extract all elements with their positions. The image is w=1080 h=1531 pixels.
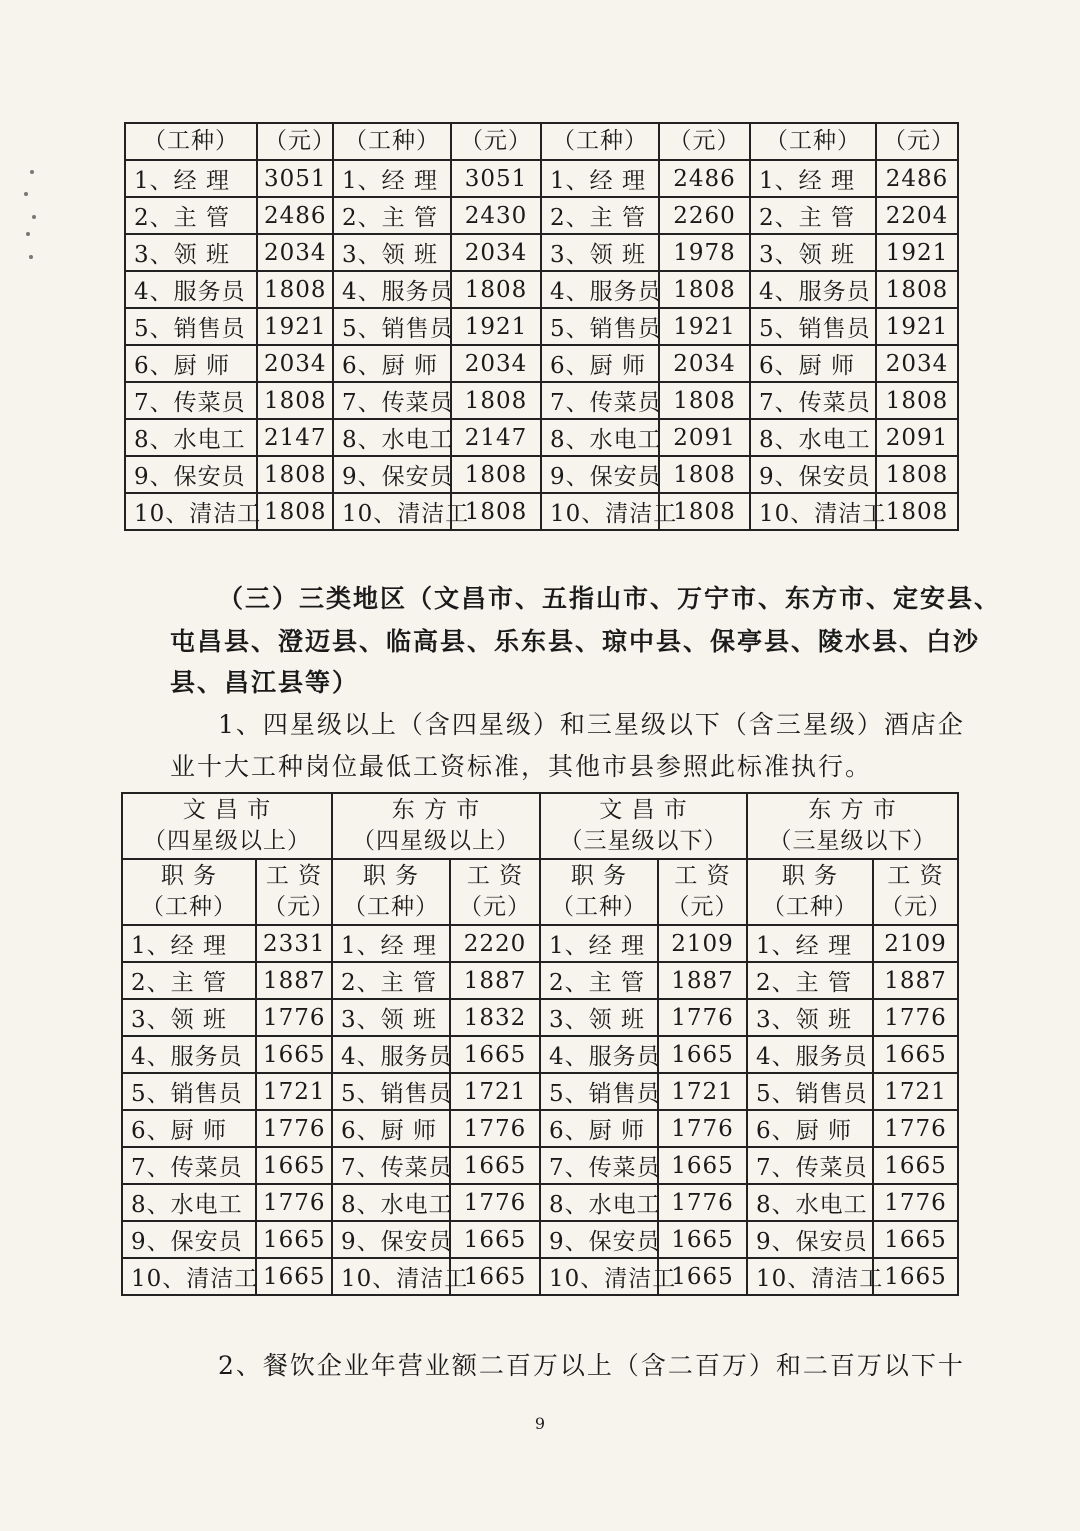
job-cell: 1、经 理: [750, 160, 876, 197]
wage-cell: 1665: [256, 1036, 332, 1073]
wage-table-continued: [124, 122, 959, 531]
wage-cell: 1776: [256, 1184, 332, 1221]
job-cell: 1、经 理: [125, 160, 257, 197]
group-grade: （三星级以下）: [768, 828, 937, 854]
wage-cell: 1776: [873, 1184, 958, 1221]
job-cell: 10、清洁工: [332, 1258, 450, 1295]
job-cell: 2、主 管: [125, 197, 257, 234]
job-cell: 8、水电工: [541, 419, 659, 456]
job-cell: 8、水电工: [750, 419, 876, 456]
job-column-header: [122, 859, 256, 925]
job-cell: 8、水电工: [122, 1184, 256, 1221]
wage-cell: 1665: [873, 1036, 958, 1073]
table-row: [122, 1221, 958, 1258]
wage-cell: 1665: [256, 1221, 332, 1258]
header-unit: （元）: [880, 894, 952, 920]
wage-cell: 1808: [876, 271, 958, 308]
table-row: [125, 382, 958, 419]
group-header: [747, 793, 958, 859]
wage-cell: 2034: [659, 345, 750, 382]
group-city: 文 昌 市: [182, 797, 272, 823]
table-row: [122, 1073, 958, 1110]
job-cell: 1、经 理: [332, 925, 450, 962]
wage-cell: 1665: [873, 1221, 958, 1258]
table-row: [122, 1036, 958, 1073]
table-row: [122, 999, 958, 1036]
job-cell: 5、销售员: [750, 308, 876, 345]
wage-cell: 1978: [659, 234, 750, 271]
job-cell: 9、保安员: [332, 1221, 450, 1258]
wage-cell: 2331: [256, 925, 332, 962]
job-cell: 4、服务员: [125, 271, 257, 308]
header-unit: （工种）: [762, 894, 858, 920]
wage-cell: 2486: [257, 197, 333, 234]
wage-cell: 2486: [876, 160, 958, 197]
job-cell: 3、领 班: [333, 234, 451, 271]
table-row: [125, 234, 958, 271]
section-heading-line3: 县、昌江县等）: [170, 668, 360, 697]
header-label: 职 务: [570, 863, 628, 889]
wage-cell: 1808: [451, 271, 541, 308]
wage-cell: 1665: [450, 1258, 540, 1295]
job-cell: 7、传菜员: [333, 382, 451, 419]
job-cell: 4、服务员: [750, 271, 876, 308]
table-row: [125, 456, 958, 493]
wage-cell: 1665: [256, 1147, 332, 1184]
job-cell: 6、厨 师: [750, 345, 876, 382]
job-cell: 4、服务员: [541, 271, 659, 308]
job-cell: 8、水电工: [747, 1184, 873, 1221]
wage-cell: 3051: [451, 160, 541, 197]
wage-cell: 1665: [658, 1147, 747, 1184]
group-grade: （四星级以上）: [352, 828, 520, 854]
wage-cell: 1721: [450, 1073, 540, 1110]
wage-column-header: [873, 859, 958, 925]
wage-cell: 1665: [658, 1258, 747, 1295]
header-unit: （工种）: [551, 894, 647, 920]
wage-cell: 1808: [659, 456, 750, 493]
wage-cell: 1665: [450, 1221, 540, 1258]
job-cell: 10、清洁工: [747, 1258, 873, 1295]
table-header-row: [125, 123, 958, 160]
job-cell: 9、保安员: [747, 1221, 873, 1258]
job-cell: 7、传菜员: [332, 1147, 450, 1184]
header-label: 工 资: [466, 863, 524, 889]
job-cell: 5、销售员: [333, 308, 451, 345]
job-cell: 4、服务员: [333, 271, 451, 308]
wage-cell: 1776: [873, 1110, 958, 1147]
header-label: 职 务: [781, 863, 839, 889]
job-cell: 2、主 管: [750, 197, 876, 234]
job-cell: 5、销售员: [747, 1073, 873, 1110]
wage-cell: 1887: [256, 962, 332, 999]
wage-cell: 2204: [876, 197, 958, 234]
wage-cell: 1721: [658, 1073, 747, 1110]
job-cell: 8、水电工: [333, 419, 451, 456]
job-cell: 3、领 班: [332, 999, 450, 1036]
job-cell: 9、保安员: [333, 456, 451, 493]
wage-cell: 1887: [450, 962, 540, 999]
table-row: [125, 345, 958, 382]
job-cell: 5、销售员: [540, 1073, 658, 1110]
job-cell: 5、销售员: [125, 308, 257, 345]
wage-cell: 2430: [451, 197, 541, 234]
wage-cell: 1776: [658, 1184, 747, 1221]
column-header: （元）: [876, 123, 958, 160]
job-cell: 1、经 理: [541, 160, 659, 197]
wage-cell: 1808: [257, 271, 333, 308]
job-cell: 8、水电工: [540, 1184, 658, 1221]
job-cell: 10、清洁工: [125, 493, 257, 530]
table-row: [122, 1184, 958, 1221]
wage-table-category3: [121, 792, 959, 1296]
job-cell: 10、清洁工: [122, 1258, 256, 1295]
wage-cell: 1776: [873, 999, 958, 1036]
job-cell: 10、清洁工: [541, 493, 659, 530]
wage-cell: 1921: [876, 308, 958, 345]
wage-cell: 2109: [658, 925, 747, 962]
paragraph-item2: 2、餐饮企业年营业额二百万以上（含二百万）和二百万以下十: [218, 1351, 965, 1380]
job-cell: 2、主 管: [747, 962, 873, 999]
wage-cell: 1808: [876, 493, 958, 530]
job-cell: 6、厨 师: [333, 345, 451, 382]
job-cell: 6、厨 师: [747, 1110, 873, 1147]
job-cell: 8、水电工: [332, 1184, 450, 1221]
job-cell: 6、厨 师: [540, 1110, 658, 1147]
wage-cell: 1808: [659, 271, 750, 308]
wage-cell: 1808: [451, 382, 541, 419]
column-header-row: [122, 859, 958, 925]
job-cell: 3、领 班: [122, 999, 256, 1036]
wage-cell: 3051: [257, 160, 333, 197]
wage-column-header: [256, 859, 335, 925]
job-cell: 10、清洁工: [333, 493, 451, 530]
table-row: [125, 308, 958, 345]
wage-cell: 1776: [658, 1110, 747, 1147]
wage-cell: 2147: [451, 419, 541, 456]
column-header: （元）: [451, 123, 541, 160]
table-row: [125, 197, 958, 234]
job-cell: 9、保安员: [125, 456, 257, 493]
job-cell: 9、保安员: [122, 1221, 256, 1258]
job-cell: 6、厨 师: [541, 345, 659, 382]
table-row: [122, 925, 958, 962]
job-cell: 10、清洁工: [540, 1258, 658, 1295]
table-row: [125, 271, 958, 308]
job-cell: 7、传菜员: [747, 1147, 873, 1184]
group-header-row: [122, 793, 958, 859]
job-cell: 6、厨 师: [122, 1110, 256, 1147]
job-cell: 2、主 管: [332, 962, 450, 999]
header-unit: （工种）: [141, 894, 237, 920]
wage-cell: 1808: [876, 456, 958, 493]
wage-cell: 1808: [257, 493, 333, 530]
page-number: 9: [534, 1414, 546, 1433]
column-header: （元）: [257, 123, 333, 160]
job-cell: 7、传菜员: [125, 382, 257, 419]
header-label: 工 资: [674, 863, 731, 889]
job-cell: 2、主 管: [541, 197, 659, 234]
column-header: （工种）: [125, 123, 257, 160]
wage-cell: 2260: [659, 197, 750, 234]
table-row: [125, 493, 958, 530]
wage-cell: 1921: [451, 308, 541, 345]
job-cell: 7、传菜员: [540, 1147, 658, 1184]
header-label: 工 资: [887, 863, 944, 889]
wage-column-header: [658, 859, 747, 925]
group-city: 文 昌 市: [599, 797, 688, 823]
column-header: （工种）: [750, 123, 876, 160]
job-cell: 6、厨 师: [332, 1110, 450, 1147]
section-heading: （三）三类地区（文昌市、五指山市、万宁市、东方市、定安县、: [218, 584, 1002, 613]
header-label: 职 务: [160, 863, 218, 889]
job-cell: 5、销售员: [332, 1073, 450, 1110]
group-city: 东 方 市: [391, 797, 481, 823]
wage-cell: 1808: [451, 456, 541, 493]
wage-cell: 1776: [256, 1110, 332, 1147]
wage-cell: 1776: [450, 1184, 540, 1221]
wage-cell: 1832: [450, 999, 540, 1036]
wage-cell: 2034: [876, 345, 958, 382]
header-unit: （元）: [263, 894, 335, 920]
wage-cell: 1808: [257, 456, 333, 493]
paragraph-item1: 1、四星级以上（含四星级）和三星级以下（含三星级）酒店企: [218, 710, 965, 739]
group-grade: （三星级以下）: [559, 828, 728, 854]
header-unit: （工种）: [343, 894, 439, 920]
wage-cell: 1808: [876, 382, 958, 419]
job-cell: 1、经 理: [540, 925, 658, 962]
group-header: [122, 793, 332, 859]
table-row: [125, 160, 958, 197]
job-cell: 8、水电工: [125, 419, 257, 456]
job-cell: 9、保安员: [540, 1221, 658, 1258]
column-header: （工种）: [541, 123, 659, 160]
job-cell: 7、传菜员: [750, 382, 876, 419]
job-column-header: [540, 859, 658, 925]
header-unit: （元）: [459, 894, 531, 920]
job-cell: 2、主 管: [122, 962, 256, 999]
job-cell: 2、主 管: [540, 962, 658, 999]
job-cell: 6、厨 师: [125, 345, 257, 382]
table-row: [125, 419, 958, 456]
wage-cell: 1776: [658, 999, 747, 1036]
wage-cell: 1665: [873, 1258, 958, 1295]
job-column-header: [747, 859, 873, 925]
job-cell: 5、销售员: [541, 308, 659, 345]
wage-cell: 1808: [451, 493, 541, 530]
job-cell: 4、服务员: [332, 1036, 450, 1073]
table-row: [122, 1147, 958, 1184]
wage-cell: 1776: [256, 999, 332, 1036]
job-cell: 9、保安员: [750, 456, 876, 493]
wage-cell: 1921: [659, 308, 750, 345]
wage-cell: 1665: [658, 1036, 747, 1073]
wage-cell: 2147: [257, 419, 333, 456]
wage-cell: 2109: [873, 925, 958, 962]
table-row: [122, 962, 958, 999]
job-cell: 7、传菜员: [122, 1147, 256, 1184]
wage-cell: 2034: [451, 234, 541, 271]
group-city: 东 方 市: [808, 797, 897, 823]
wage-cell: 1665: [658, 1221, 747, 1258]
wage-cell: 1665: [450, 1147, 540, 1184]
wage-cell: 1921: [876, 234, 958, 271]
wage-cell: 1887: [873, 962, 958, 999]
job-cell: 3、领 班: [541, 234, 659, 271]
job-cell: 9、保安员: [541, 456, 659, 493]
wage-cell: 1665: [873, 1147, 958, 1184]
wage-cell: 2486: [659, 160, 750, 197]
job-cell: 3、领 班: [540, 999, 658, 1036]
wage-cell: 1808: [257, 382, 333, 419]
column-header: （元）: [659, 123, 750, 160]
job-cell: 4、服务员: [540, 1036, 658, 1073]
job-cell: 3、领 班: [125, 234, 257, 271]
header-label: 工 资: [265, 863, 323, 889]
wage-cell: 1665: [256, 1258, 332, 1295]
job-cell: 4、服务员: [122, 1036, 256, 1073]
wage-cell: 1921: [257, 308, 333, 345]
wage-cell: 1721: [873, 1073, 958, 1110]
table-row: [122, 1258, 958, 1295]
wage-cell: 2091: [659, 419, 750, 456]
wage-cell: 1887: [658, 962, 747, 999]
group-header: [540, 793, 747, 859]
wage-cell: 2091: [876, 419, 958, 456]
job-cell: 5、销售员: [122, 1073, 256, 1110]
wage-cell: 1721: [256, 1073, 332, 1110]
wage-cell: 2034: [257, 345, 333, 382]
job-cell: 1、经 理: [747, 925, 873, 962]
job-cell: 10、清洁工: [750, 493, 876, 530]
wage-cell: 2034: [257, 234, 333, 271]
section-heading-line2: 屯昌县、澄迈县、临高县、乐东县、琼中县、保亭县、陵水县、白沙: [170, 627, 981, 656]
header-label: 职 务: [362, 863, 420, 889]
job-cell: 1、经 理: [122, 925, 256, 962]
wage-cell: 2034: [451, 345, 541, 382]
job-column-header: [332, 859, 450, 925]
wage-cell: 1808: [659, 382, 750, 419]
job-cell: 3、领 班: [750, 234, 876, 271]
job-cell: 2、主 管: [333, 197, 451, 234]
wage-column-header: [450, 859, 540, 925]
wage-cell: 1665: [450, 1036, 540, 1073]
column-header: （工种）: [333, 123, 451, 160]
group-grade: （四星级以上）: [143, 828, 311, 854]
header-unit: （元）: [666, 894, 739, 920]
wage-cell: 2220: [450, 925, 540, 962]
job-cell: 7、传菜员: [541, 382, 659, 419]
group-header: [332, 793, 540, 859]
wage-cell: 1776: [450, 1110, 540, 1147]
paragraph-item1-line2: 业十大工种岗位最低工资标准，其他市县参照此标准执行。: [170, 752, 873, 781]
table-row: [122, 1110, 958, 1147]
job-cell: 4、服务员: [747, 1036, 873, 1073]
wage-cell: 1808: [659, 493, 750, 530]
job-cell: 1、经 理: [333, 160, 451, 197]
job-cell: 3、领 班: [747, 999, 873, 1036]
